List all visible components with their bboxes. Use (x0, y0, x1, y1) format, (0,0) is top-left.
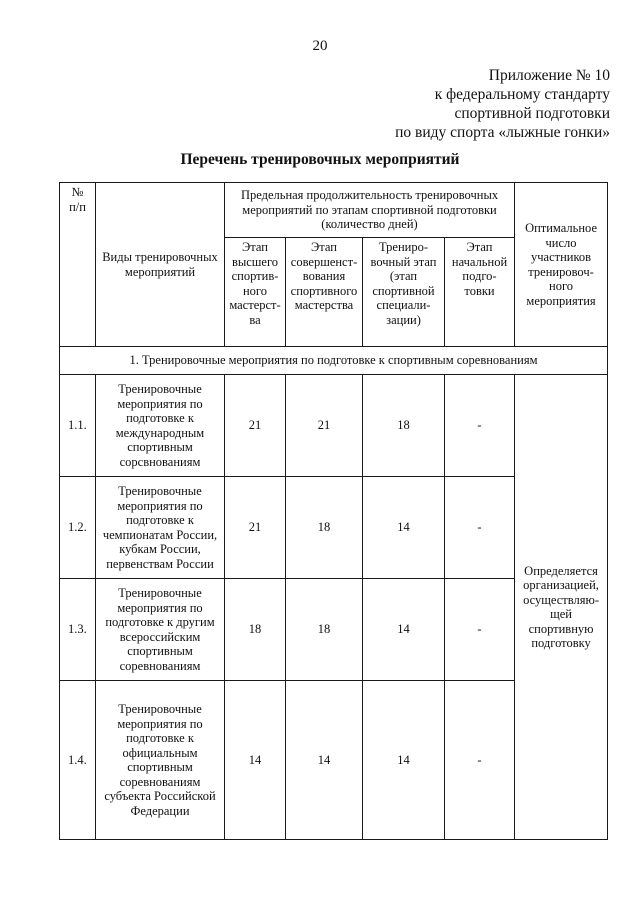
header-stage-line: мастерст- (229, 298, 281, 312)
event-name-line: Тренировочные (118, 484, 202, 498)
header-num-line: п/п (69, 199, 86, 214)
appendix-header (395, 66, 610, 142)
header-participants-line: Оптимальное (525, 221, 597, 235)
participants-note-line: щей (550, 607, 572, 621)
event-name-line: сорсвнованиям (119, 454, 201, 469)
event-name-line: субъекта Российской (104, 789, 216, 803)
header-stage-line: Трениро- (379, 240, 428, 254)
header-duration-line: (количество дней) (321, 217, 418, 232)
event-name-line: подготовке к (126, 513, 194, 527)
header-stage-line: вования (302, 269, 346, 283)
appendix-line: спортивной подготовки (454, 105, 610, 122)
row-number: 1.1. (60, 375, 96, 477)
event-name-line: соревнованиям (119, 774, 201, 789)
days-higher-mastery: 21 (225, 477, 286, 579)
row-event-name (96, 477, 225, 579)
participants-note-line: Определяется (524, 563, 598, 578)
row-event-name (96, 681, 225, 840)
header-participants-cell (515, 183, 608, 347)
header-stage-line: ного (242, 283, 267, 298)
header-stage-line: Этап (311, 240, 337, 254)
days-training: 14 (363, 477, 445, 579)
days-initial: - (445, 375, 515, 477)
header-participants-line: ного (549, 279, 574, 293)
header-stage-line: товки (464, 283, 495, 298)
days-higher-mastery: 14 (225, 681, 286, 840)
header-stage-line: ва (249, 312, 261, 327)
days-initial: - (445, 477, 515, 579)
row-number: 1.4. (60, 681, 96, 840)
days-higher-mastery: 21 (225, 375, 286, 477)
header-stage-line: специали- (376, 298, 431, 312)
training-events-table (59, 182, 608, 840)
event-name-line: официальным (122, 745, 198, 760)
header-duration-line: мероприятий по этапам спортивной подготовки (242, 202, 497, 217)
event-name-line: международным (115, 425, 205, 440)
header-stage-line: подго- (462, 269, 497, 283)
header-row-1 (60, 183, 608, 238)
header-stage-cell (363, 238, 445, 347)
row-event-name (96, 375, 225, 477)
section-row (60, 347, 608, 375)
header-stage-cell (445, 238, 515, 347)
days-training: 18 (363, 375, 445, 477)
header-participants-line: мероприятия (526, 293, 596, 308)
header-stage-cell (225, 238, 286, 347)
header-kinds-cell (96, 183, 225, 347)
header-num-line: № (71, 185, 84, 199)
days-training: 14 (363, 579, 445, 681)
participants-note-line: осуществляю- (523, 592, 599, 607)
header-duration-cell (225, 183, 515, 238)
participants-note-line: спортивную (528, 621, 594, 636)
event-name-line: всероссийским (119, 629, 201, 644)
event-name-line: подготовке к другим (105, 615, 215, 629)
header-stage-line: (этап (389, 269, 418, 283)
header-stage-line: высшего (231, 254, 279, 269)
event-name-line: первенствам России (106, 556, 214, 571)
appendix-line: по виду спорта «лыжные гонки» (395, 124, 610, 141)
page-number: 20 (312, 38, 328, 54)
row-number: 1.2. (60, 477, 96, 579)
days-improvement: 14 (286, 681, 363, 840)
event-name-line: Тренировочные (118, 382, 202, 396)
days-training: 14 (363, 681, 445, 840)
event-name-line: мероприятия по (117, 498, 203, 513)
days-initial: - (445, 579, 515, 681)
event-name-line: Тренировочные (118, 586, 202, 600)
event-name-line: соревнованиям (119, 658, 201, 673)
days-improvement: 21 (286, 375, 363, 477)
header-stage-line: зации) (386, 312, 421, 327)
event-name-line: Тренировочные (118, 702, 202, 716)
header-stage-line: спортив- (231, 269, 279, 283)
event-name-line: кубкам России, (119, 542, 201, 556)
appendix-line: Приложение № 10 (488, 67, 610, 84)
event-name-line: подготовке к (126, 411, 194, 425)
header-stage-line: начальной (451, 254, 508, 269)
header-stage-line: Этап (242, 240, 268, 254)
header-stage-line: спортивного (290, 283, 358, 298)
header-num-cell (60, 183, 96, 347)
event-name-line: чемпионатам России, (102, 527, 218, 542)
header-stage-line: вочный этап (370, 254, 437, 269)
event-name-line: подготовке к (126, 731, 194, 745)
event-name-line: спортивным (127, 440, 193, 454)
event-name-line: мероприятия по (117, 716, 203, 731)
header-stage-cell (286, 238, 363, 347)
header-participants-line: тренировоч- (528, 264, 594, 279)
participants-note (515, 375, 608, 840)
event-name-line: спортивным (127, 760, 193, 774)
header-participants-line: участников (530, 250, 592, 264)
table-row (60, 375, 608, 477)
header-kinds-line: Виды тренировочных (102, 250, 218, 264)
event-name-line: мероприятия по (117, 600, 203, 615)
header-stage-line: мастерства (294, 298, 354, 312)
header-stage-line: Этап (466, 240, 493, 254)
section-title: 1. Тренировочные мероприятия по подготовке к спортивным соревнованиям (60, 347, 608, 375)
header-duration-line: Предельная продолжительность тренировочных (240, 188, 499, 203)
row-number: 1.3. (60, 579, 96, 681)
event-name-line: спортивным (127, 644, 193, 658)
header-stage-line: совершенст- (290, 254, 358, 269)
participants-note-line: организацией, (523, 578, 599, 592)
event-name-line: Федерации (130, 803, 190, 818)
days-improvement: 18 (286, 477, 363, 579)
row-event-name (96, 579, 225, 681)
header-kinds-line: мероприятий (124, 264, 196, 279)
days-higher-mastery: 18 (225, 579, 286, 681)
days-initial: - (445, 681, 515, 840)
participants-note-line: подготовку (531, 636, 591, 650)
header-stage-line: спортивной (372, 283, 435, 298)
days-improvement: 18 (286, 579, 363, 681)
event-name-line: мероприятия по (117, 396, 203, 411)
document-title: Перечень тренировочных мероприятий (180, 151, 460, 168)
appendix-line: к федеральному стандарту (434, 86, 610, 103)
header-participants-line: число (545, 235, 577, 250)
